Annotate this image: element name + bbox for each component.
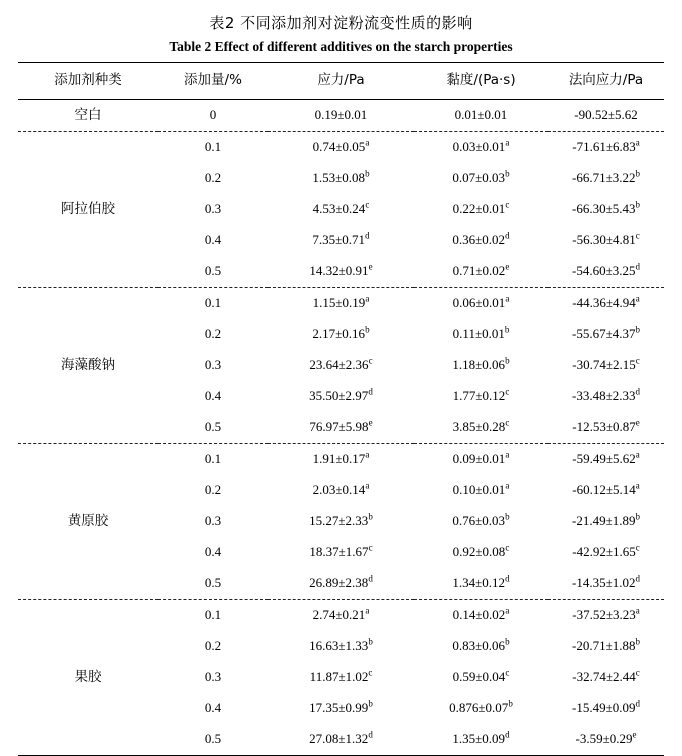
viscosity-cell: 1.35±0.09$^d$ (452, 729, 510, 747)
dose-cell: 0.5 (204, 731, 222, 747)
dose-cell: 0.1 (204, 451, 222, 467)
stress-cell: 7.35±0.71$^d$ (312, 230, 370, 248)
column-header: 添加量/% (158, 63, 268, 100)
table-row (18, 600, 664, 632)
normal-stress-cell: -37.52±3.23$^a$ (572, 605, 640, 623)
dose-cell: 0 (209, 107, 217, 123)
normal-stress-cell: -15.49±0.09$^d$ (572, 698, 640, 716)
viscosity-cell: 0.01±0.01 (454, 107, 508, 123)
normal-stress-cell: -20.71±1.88$^b$ (572, 636, 640, 654)
table-row (18, 132, 664, 164)
stress-cell: 23.64±2.36$^c$ (309, 355, 373, 373)
viscosity-cell: 0.09±0.01$^a$ (452, 449, 510, 467)
dose-cell: 0.3 (204, 669, 222, 685)
table-title-chinese: 表2 不同添加剂对淀粉流变性质的影响 (209, 14, 473, 32)
stress-cell: 27.08±1.32$^d$ (309, 729, 373, 747)
dose-cell: 0.5 (204, 575, 222, 591)
normal-stress-cell: -66.30±5.43$^b$ (572, 199, 640, 217)
stress-cell: 14.32±0.91$^e$ (309, 261, 373, 279)
normal-stress-cell: -30.74±2.15$^c$ (572, 355, 640, 373)
dose-cell: 0.1 (204, 607, 222, 623)
stress-cell: 17.35±0.99$^b$ (309, 698, 373, 716)
normal-stress-cell: -66.71±3.22$^b$ (572, 168, 640, 186)
column-header: 应力/Pa (268, 63, 414, 100)
viscosity-cell: 1.77±0.12$^c$ (452, 386, 510, 404)
normal-stress-cell: -21.49±1.89$^b$ (572, 511, 640, 529)
dose-cell: 0.4 (204, 700, 222, 716)
stress-cell: 76.97±5.98$^e$ (309, 417, 373, 435)
dose-cell: 0.4 (204, 388, 222, 404)
column-header: 添加剂种类 (18, 63, 158, 100)
viscosity-cell: 0.10±0.01$^a$ (452, 480, 510, 498)
viscosity-cell: 0.59±0.04$^c$ (452, 667, 510, 685)
viscosity-cell: 0.92±0.08$^c$ (452, 542, 510, 560)
stress-cell: 0.19±0.01 (314, 107, 368, 123)
stress-cell: 26.89±2.38$^d$ (309, 573, 373, 591)
dose-cell: 0.5 (204, 419, 222, 435)
normal-stress-cell: -12.53±0.87$^e$ (572, 417, 640, 435)
table-header-row (18, 63, 664, 100)
table-row (18, 288, 664, 320)
normal-stress-cell: -90.52±5.62 (574, 107, 638, 123)
additive-name-cell: 黄原胶 (67, 512, 109, 529)
stress-cell: 1.53±0.08$^b$ (312, 168, 370, 186)
viscosity-cell: 0.06±0.01$^a$ (452, 293, 510, 311)
dose-cell: 0.1 (204, 295, 222, 311)
normal-stress-cell: -55.67±4.37$^b$ (572, 324, 640, 342)
viscosity-cell: 0.876±0.07$^b$ (449, 698, 513, 716)
additive-name-cell: 海藻酸钠 (61, 356, 115, 373)
viscosity-cell: 0.22±0.01$^c$ (452, 199, 510, 217)
dose-cell: 0.3 (204, 201, 222, 217)
viscosity-cell: 0.11±0.01$^b$ (452, 324, 510, 342)
dose-cell: 0.2 (204, 638, 222, 654)
stress-cell: 2.74±0.21$^a$ (312, 605, 370, 623)
viscosity-cell: 0.36±0.02$^d$ (452, 230, 510, 248)
column-header: 法向应力/Pa (548, 63, 664, 100)
dose-cell: 0.2 (204, 170, 222, 186)
normal-stress-cell: -33.48±2.33$^d$ (572, 386, 640, 404)
column-header: 黏度/(Pa·s) (414, 63, 548, 100)
dose-cell: 0.2 (204, 482, 222, 498)
stress-cell: 0.74±0.05$^a$ (312, 137, 370, 155)
dose-cell: 0.3 (204, 513, 222, 529)
table-row (18, 100, 664, 132)
table-body (18, 63, 664, 756)
stress-cell: 18.37±1.67$^c$ (309, 542, 373, 560)
dose-cell: 0.1 (204, 139, 222, 155)
viscosity-cell: 3.85±0.28$^c$ (452, 417, 510, 435)
viscosity-cell: 0.76±0.03$^b$ (452, 511, 510, 529)
normal-stress-cell: -14.35±1.02$^d$ (572, 573, 640, 591)
dose-cell: 0.4 (204, 232, 222, 248)
dose-cell: 0.4 (204, 544, 222, 560)
normal-stress-cell: -59.49±5.62$^a$ (572, 449, 640, 467)
normal-stress-cell: -71.61±6.83$^a$ (572, 137, 640, 155)
starch-properties-table (18, 62, 664, 756)
stress-cell: 4.53±0.24$^c$ (312, 199, 370, 217)
bottom-rule-line (18, 755, 664, 756)
viscosity-cell: 0.71±0.02$^e$ (452, 261, 510, 279)
viscosity-cell: 0.03±0.01$^a$ (452, 137, 510, 155)
normal-stress-cell: -60.12±5.14$^a$ (572, 480, 640, 498)
normal-stress-cell: -32.74±2.44$^c$ (572, 667, 640, 685)
stress-cell: 2.17±0.16$^b$ (312, 324, 370, 342)
stress-cell: 1.15±0.19$^a$ (312, 293, 370, 311)
normal-stress-cell: -44.36±4.94$^a$ (572, 293, 640, 311)
viscosity-cell: 0.14±0.02$^a$ (452, 605, 510, 623)
stress-cell: 15.27±2.33$^b$ (309, 511, 373, 529)
stress-cell: 35.50±2.97$^d$ (309, 386, 373, 404)
dose-cell: 0.2 (204, 326, 222, 342)
additive-name-cell: 果胶 (74, 668, 102, 685)
stress-cell: 1.91±0.17$^a$ (312, 449, 370, 467)
viscosity-cell: 1.18±0.06$^b$ (452, 355, 510, 373)
normal-stress-cell: -56.30±4.81$^c$ (572, 230, 640, 248)
stress-cell: 11.87±1.02$^c$ (309, 667, 373, 685)
stress-cell: 16.63±1.33$^b$ (309, 636, 373, 654)
viscosity-cell: 0.83±0.06$^b$ (452, 636, 510, 654)
table-bottom-rule (18, 755, 664, 756)
viscosity-cell: 0.07±0.03$^b$ (452, 168, 510, 186)
additive-name-cell: 空白 (74, 106, 102, 123)
dose-cell: 0.5 (204, 263, 222, 279)
normal-stress-cell: -54.60±3.25$^d$ (572, 261, 640, 279)
additive-name-cell: 阿拉伯胶 (61, 200, 115, 217)
table-title-english: Table 2 Effect of different additives on the starch properties (169, 39, 513, 54)
dose-cell: 0.3 (204, 357, 222, 373)
normal-stress-cell: -3.59±0.29$^e$ (575, 729, 637, 747)
viscosity-cell: 1.34±0.12$^d$ (452, 573, 510, 591)
normal-stress-cell: -42.92±1.65$^c$ (572, 542, 640, 560)
stress-cell: 2.03±0.14$^a$ (312, 480, 370, 498)
table-row (18, 444, 664, 476)
